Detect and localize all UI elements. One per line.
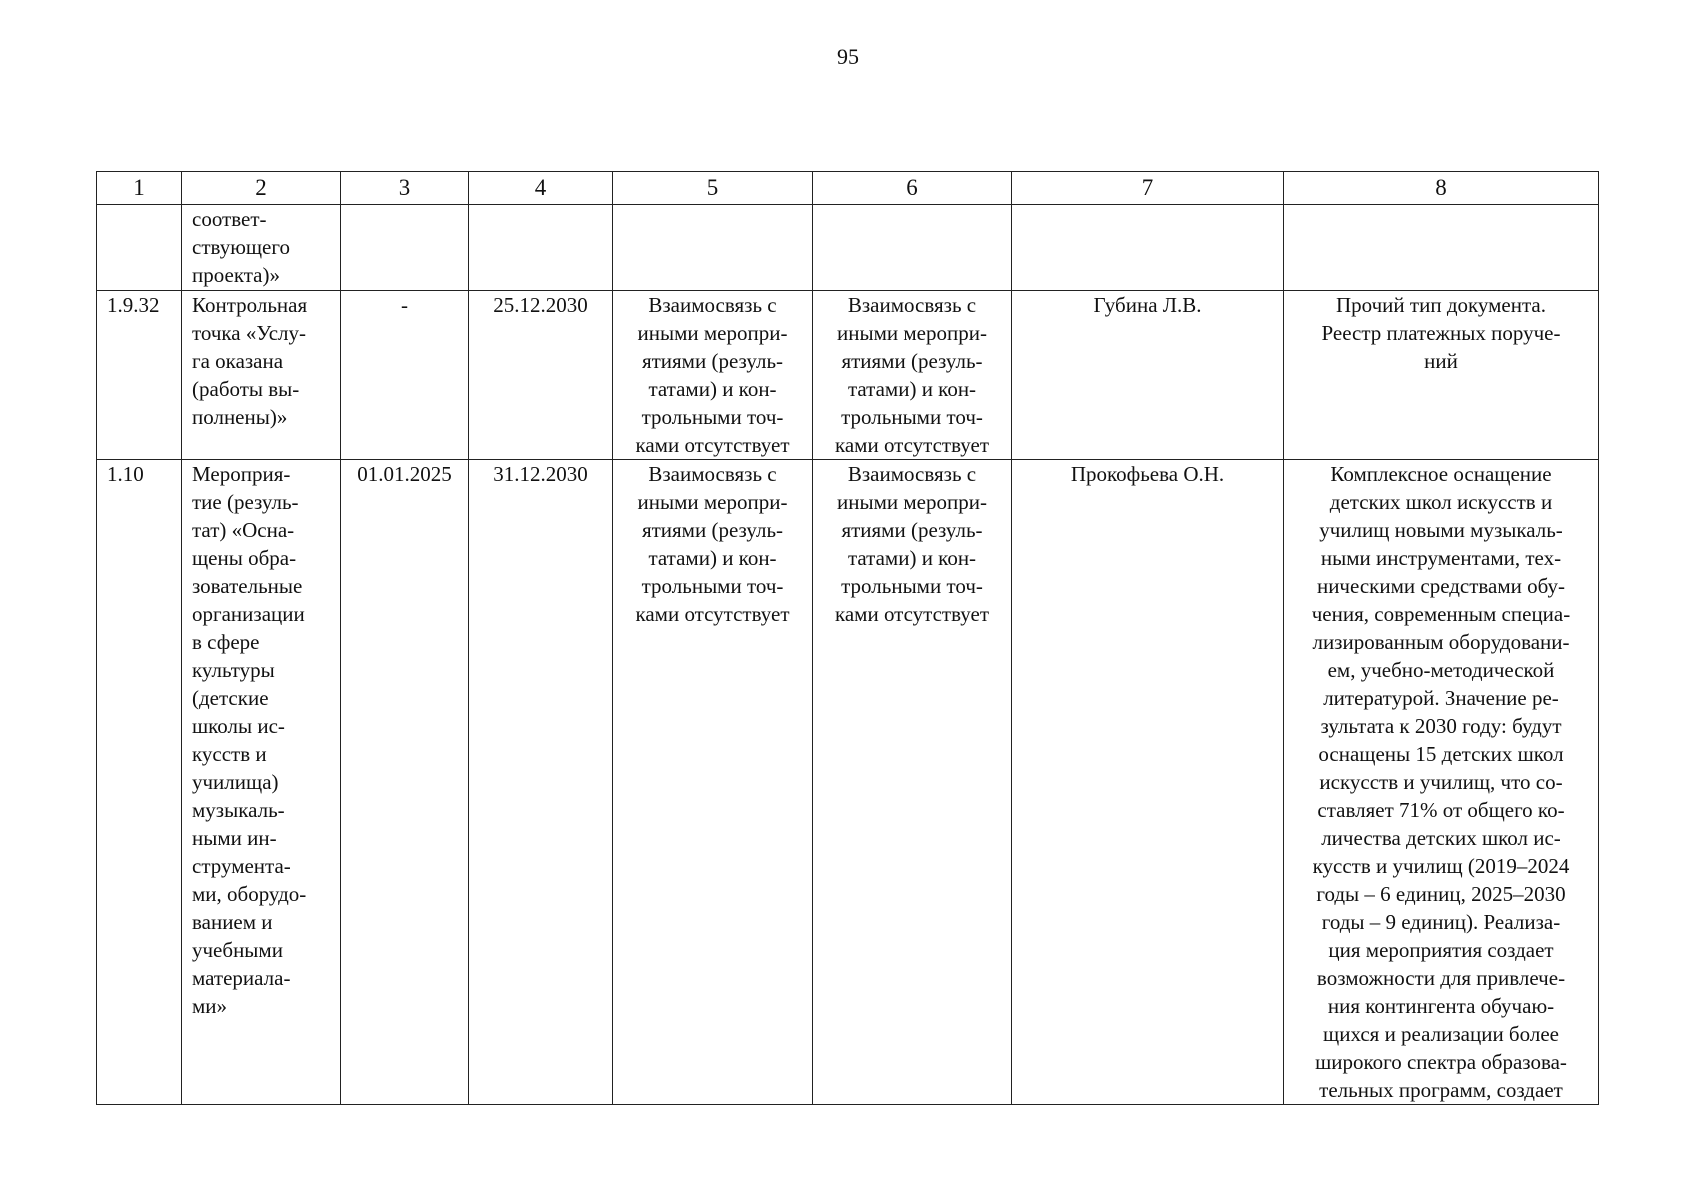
- column-header: 8: [1284, 172, 1599, 205]
- column-header: 6: [813, 172, 1012, 205]
- column-header: 1: [97, 172, 182, 205]
- row-description: Комплексное оснащение детских школ искусств и училищ новыми музыкаль- ными инструментами, тех- ническими средствами обу- чения, современным специа- лизированным оборудовани- ем, учебно-методической литературой. Значение ре- зультата к 2030 году: будут оснащены 15 детских школ искусств и училищ, что со- ставляет 71% от общего ко- личества детских школ ис- кусств и училищ (2019–2024 годы – 6 единиц, 2025–2030 годы – 9 единиц). Реализа- ция мероприятия создает возможности для привлече- ния контингента обучаю- щихся и реализации более широкого спектра образова- тельных программ, создает: [1284, 460, 1599, 1105]
- column-header: 3: [341, 172, 469, 205]
- table-row: [97, 460, 1599, 1105]
- row-name: Мероприя- тие (резуль- тат) «Осна- щены обра- зовательные организации в сфере культуры (детские школы ис- кусств и училища) музыкаль- ными ин- струмента- ми, оборудо- ванием и учебными материала- ми»: [182, 460, 341, 1105]
- row-col5: Взаимосвязь с иными меропри- ятиями (резуль- татами) и кон- трольными точ- ками отсутствует: [613, 291, 813, 460]
- column-header: 4: [469, 172, 613, 205]
- row-responsible: Губина Л.В.: [1012, 291, 1284, 460]
- row-description: Прочий тип документа. Реестр платежных поруче- ний: [1284, 291, 1599, 460]
- row-col5: Взаимосвязь с иными меропри- ятиями (резуль- татами) и кон- трольными точ- ками отсутствует: [613, 460, 813, 1105]
- row-id: 1.10: [97, 460, 182, 1105]
- row-start-date: 01.01.2025: [341, 460, 469, 1105]
- table-row: [97, 205, 1599, 291]
- row-start-date: -: [341, 291, 469, 460]
- table-header-row: [97, 172, 1599, 205]
- row-end-date: 25.12.2030: [469, 291, 613, 460]
- row-end-date: [469, 205, 613, 291]
- column-header: 5: [613, 172, 813, 205]
- column-header: 7: [1012, 172, 1284, 205]
- row-id: 1.9.32: [97, 291, 182, 460]
- row-name: Контрольная точка «Услу- га оказана (работы вы- полнены)»: [182, 291, 341, 460]
- row-start-date: [341, 205, 469, 291]
- row-responsible: Прокофьева О.Н.: [1012, 460, 1284, 1105]
- row-col6: Взаимосвязь с иными меропри- ятиями (резуль- татами) и кон- трольными точ- ками отсутствует: [813, 291, 1012, 460]
- row-description: [1284, 205, 1599, 291]
- row-end-date: 31.12.2030: [469, 460, 613, 1105]
- row-responsible: [1012, 205, 1284, 291]
- row-col5: [613, 205, 813, 291]
- page-number: 95: [837, 44, 859, 69]
- row-id: [97, 205, 182, 291]
- events-table: [96, 171, 1599, 1105]
- row-name: соответ- ствующего проекта)»: [182, 205, 341, 291]
- row-col6: [813, 205, 1012, 291]
- table-row: [97, 291, 1599, 460]
- row-col6: Взаимосвязь с иными меропри- ятиями (резуль- татами) и кон- трольными точ- ками отсутствует: [813, 460, 1012, 1105]
- column-header: 2: [182, 172, 341, 205]
